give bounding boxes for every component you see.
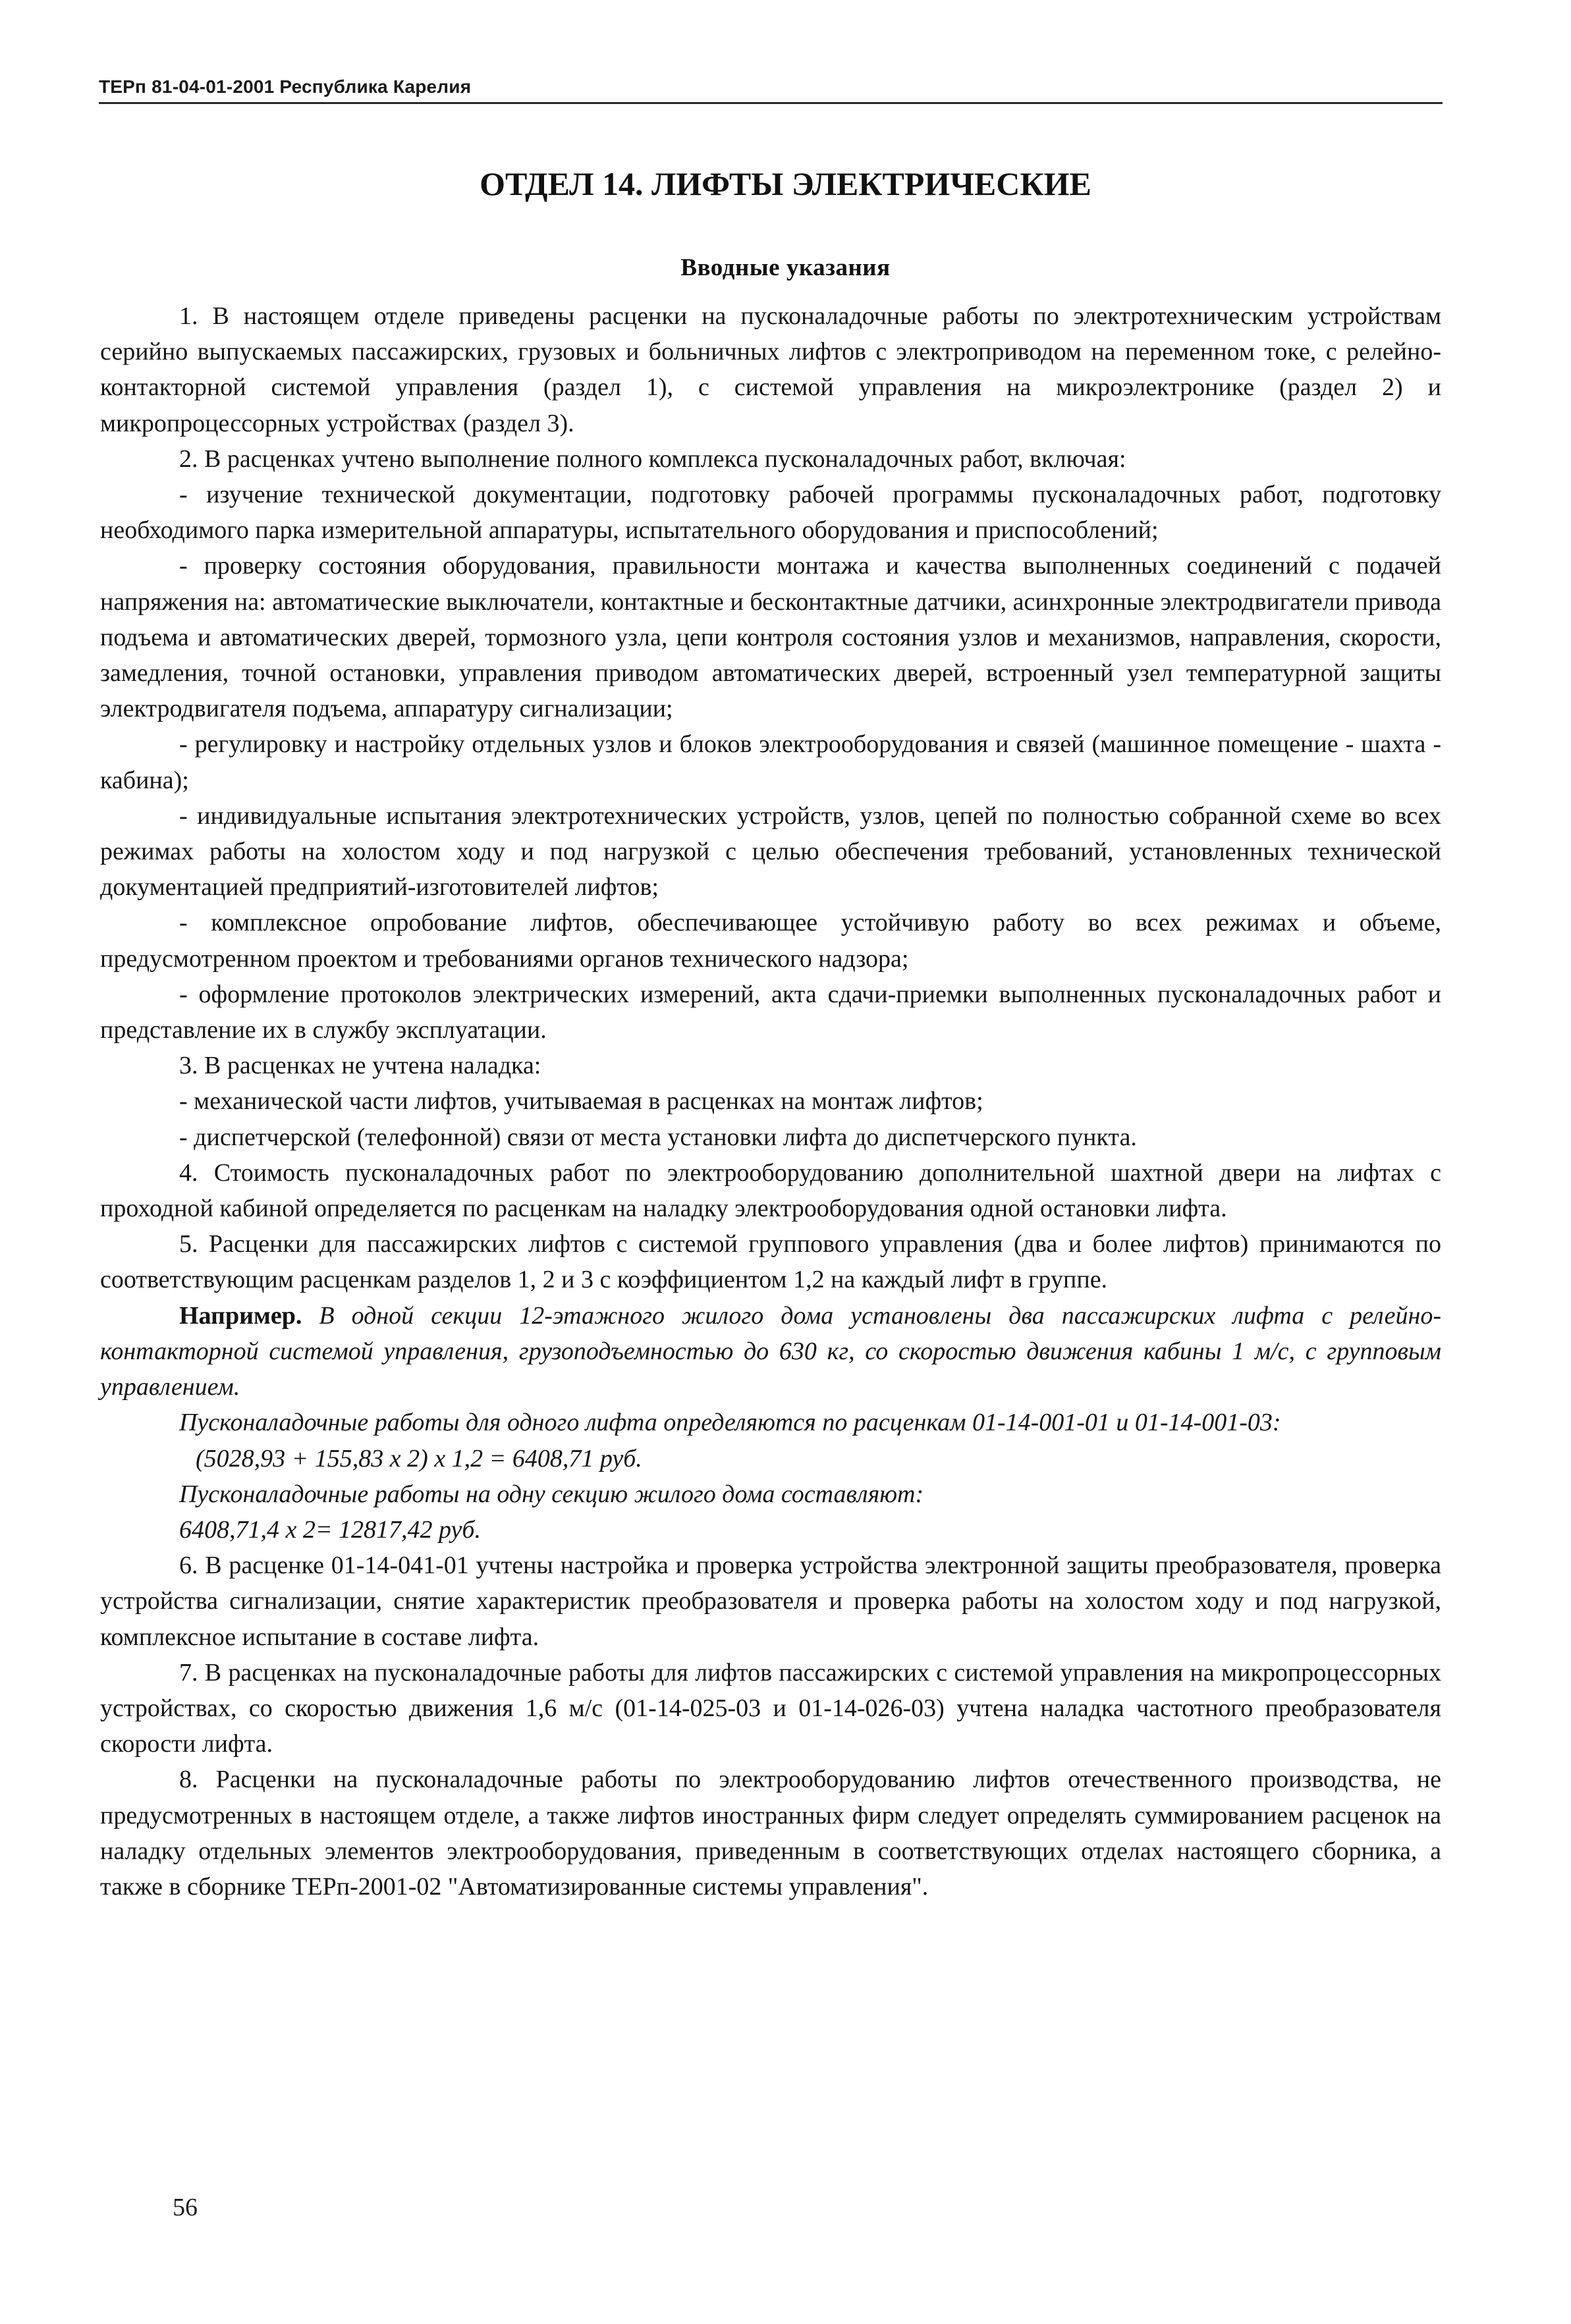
paragraph-7: 7. В расценках на пусконаладочные работы для лифтов пассажирских с системой управления на микропроцессорных устройствах, со скоростью движения 1,6 м/с (01-14-025-03 и 01-14-026-03) учтена наладка частотного преобразователя скорости лифта. [100,1658,1441,1758]
example-paragraph [100,1298,1441,1405]
list-item: - регулировку и настройку отдельных узлов и блоков электрооборудования и связей (машинное помещение - шахта - кабина); [100,730,1441,794]
document-body [100,298,1441,1905]
example-text: В одной секции 12-этажного жилого дома установлены два пассажирских лифта с релейно-контакторной системой управления, грузоподъемностью до 630 кг, со скоростью движения кабины 1 м/с, с групповым управлением. [100,1301,1441,1401]
paragraph-4: 4. Стоимость пусконаладочных работ по электрооборудованию дополнительной шахтной двери на лифтах с проходной кабиной определяется по расценкам на наладку электрооборудования одной остановки лифта. [100,1158,1441,1223]
paragraph-5: 5. Расценки для пассажирских лифтов с системой группового управления (два и более лифтов) принимаются по соответствующим расценкам разделов 1, 2 и 3 с коэффициентом 1,2 на каждый лифт в группе. [100,1230,1441,1294]
section-title: ОТДЕЛ 14. ЛИФТЫ ЭЛЕКТРИЧЕСКИЕ [480,165,1091,202]
list-item: - проверку состояния оборудования, правильности монтажа и качества выполненных соединений с подачей напряжения на: автоматические выключатели, контактные и бесконтактные датчики, асинхронные электродвигатели привода подъема и автоматических дверей, тормозного узла, цепи контроля состояния узлов и механизмов, направления, скорости, замедления, точной остановки, управления приводом автоматических дверей, встроенный узел температурной защиты электродвигателя подъема, аппаратуру сигнализации; [100,552,1441,723]
list-item: - оформление протоколов электрических измерений, акта сдачи-приемки выполненных пусконаладочных работ и представление их в службу эксплуатации. [100,980,1441,1044]
list-item: - комплексное опробование лифтов, обеспечивающее устойчивую работу во всех режимах и объеме, предусмотренном проектом и требованиями органов технического надзора; [100,909,1441,973]
example-line: Пусконаладочные работы на одну секцию жилого дома составляют: [179,1480,924,1508]
example-line: Пусконаладочные работы для одного лифта определяются по расценкам 01-14-001-01 и 01-14-001-03: [179,1409,1281,1437]
list-item: - механической части лифтов, учитываемая в расценках на монтаж лифтов; [179,1087,983,1116]
running-header: ТЕРп 81-04-01-2001 Республика Карелия [99,76,472,97]
section-subtitle: Вводные указания [680,254,891,281]
list-item: - изучение технической документации, подготовку рабочей программы пусконаладочных работ, подготовку необходимого парка измерительной аппаратуры, испытательного оборудования и приспособлений; [100,481,1441,545]
list-item: - диспетчерской (телефонной) связи от места установки лифта до диспетчерского пункта. [179,1123,1137,1151]
paragraph-6: 6. В расценке 01-14-041-01 учтены настройка и проверка устройства электронной защиты преобразователя, проверка устройства сигнализации, снятие характеристик преобразователя и проверка работы на холостом ходу и под нагрузкой, комплексное испытание в составе лифта. [100,1552,1441,1651]
paragraph-2: 2. В расценках учтено выполнение полного комплекса пусконаладочных работ, включая: [179,445,1126,473]
paragraph-3: 3. В расценках не учтена наладка: [179,1052,541,1080]
page-number: 56 [173,2194,198,2221]
paragraph-8: 8. Расценки на пусконаладочные работы по электрооборудованию лифтов отечественного производства, не предусмотренных в настоящем отделе, а также лифтов иностранных фирм следует определять суммированием расценок на наладку отдельных элементов электрооборудования, приведенным в соответствующих отделах настоящего сборника, а также в сборнике ТЕРп-2001-02 "Автоматизированные системы управления". [100,1766,1441,1901]
list-item: - индивидуальные испытания электротехнических устройств, узлов, цепей по полностью собранной схеме во всех режимах работы на холостом ходу и под нагрузкой с целью обеспечения требований, установленных технической документацией предприятий-изготовителей лифтов; [100,801,1441,902]
example-label: Например. [179,1301,302,1330]
paragraph-1: 1. В настоящем отделе приведены расценки на пусконаладочные работы по электротехническим устройствам серийно выпускаемых пассажирских, грузовых и больничных лифтов с электроприводом на переменном токе, с релейно-контакторной системой управления (раздел 1), с системой управления на микроэлектронике (раздел 2) и микропроцессорных устройствах (раздел 3). [100,302,1441,437]
example-formula: (5028,93 + 155,83 х 2) х 1,2 = 6408,71 руб. [196,1444,642,1473]
header-rule [99,102,1443,104]
example-formula: 6408,71,4 х 2= 12817,42 руб. [179,1515,481,1544]
